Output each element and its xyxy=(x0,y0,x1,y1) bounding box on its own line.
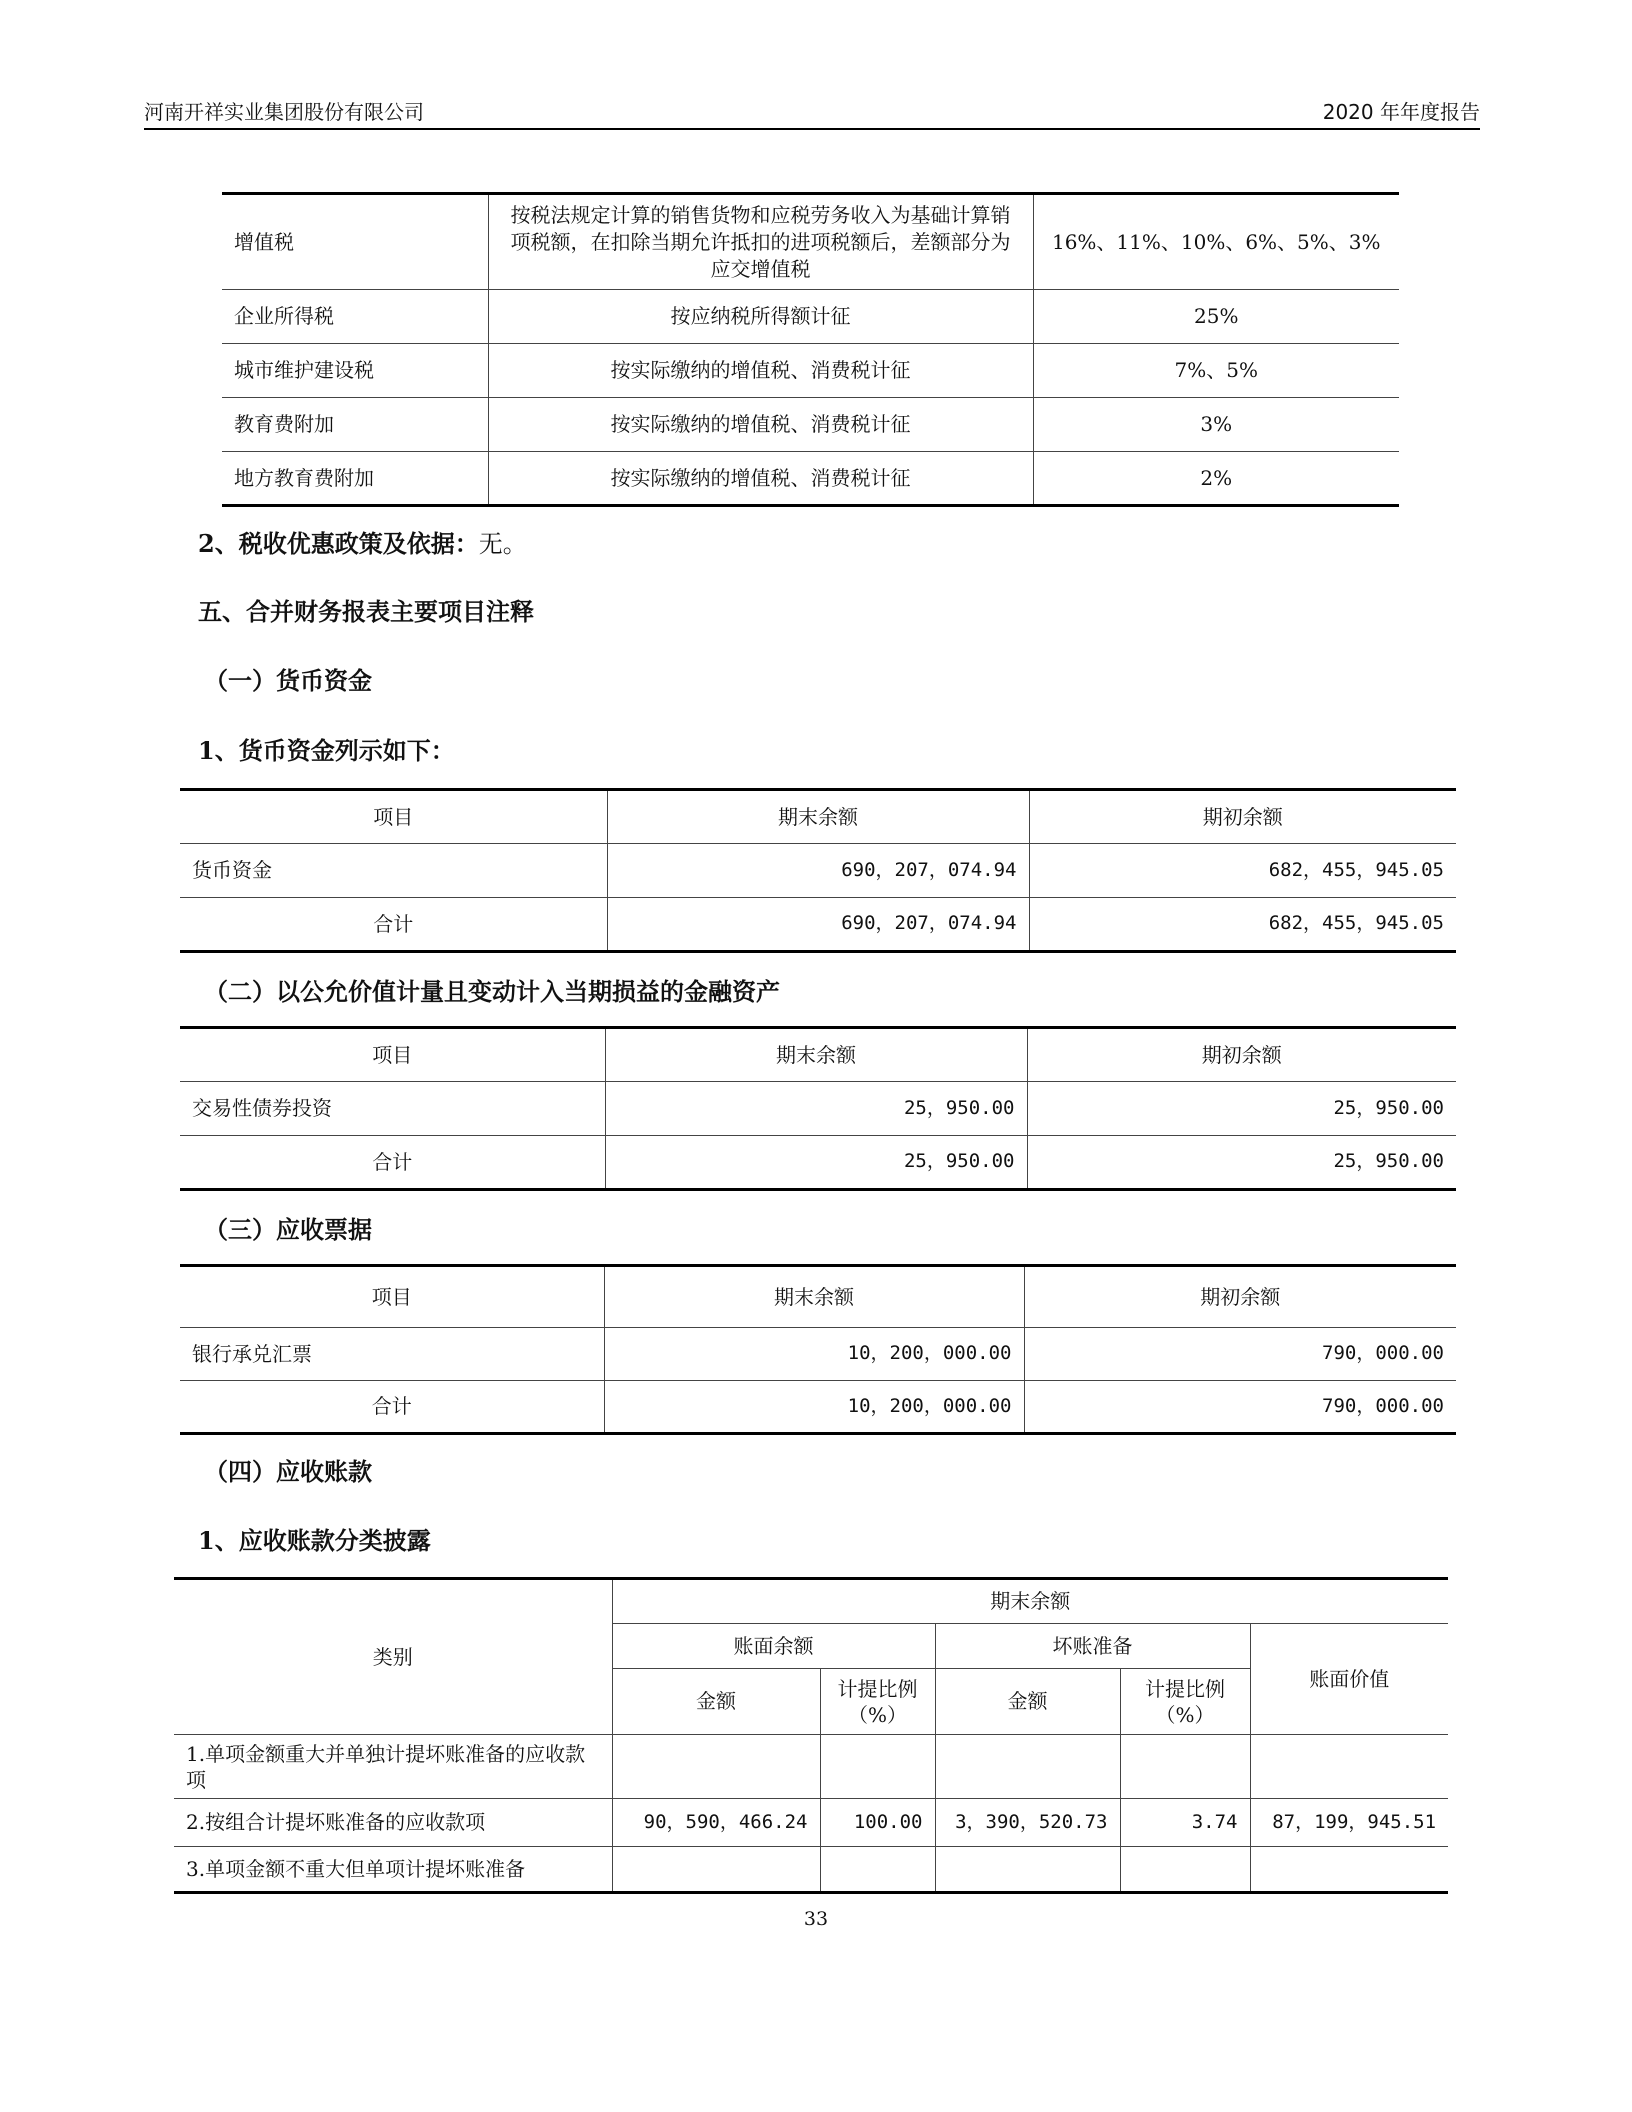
ratio-label: 计提比例 xyxy=(837,1676,918,1701)
table-row xyxy=(222,290,1399,344)
bad-debt-amount xyxy=(935,1847,1120,1893)
table-row xyxy=(174,1735,1448,1799)
begin-balance: 25，950.00 xyxy=(1027,1136,1456,1190)
col-header: 期末余额 xyxy=(607,790,1029,844)
col-header-bad-debt: 坏账准备 xyxy=(935,1624,1250,1669)
page-number: 33 xyxy=(803,1908,829,1930)
cash-subtitle: 1、货币资金列示如下： xyxy=(198,736,455,765)
tax-rate: 25% xyxy=(1033,290,1399,344)
col-header: 项目 xyxy=(180,1028,605,1082)
tax-basis: 按实际缴纳的增值税、消费税计征 xyxy=(488,452,1033,506)
tax-basis: 按税法规定计算的销售货物和应税劳务收入为基础计算销项税额，在扣除当期允许抵扣的进项税额后，差额部分为应交增值税 xyxy=(488,194,1033,290)
table-row xyxy=(180,1082,1456,1136)
row-label: 2.按组合计提坏账准备的应收款项 xyxy=(174,1799,612,1847)
col-header-book-value: 账面价值 xyxy=(1250,1624,1448,1735)
book-value xyxy=(1250,1847,1448,1893)
tax-rate-table xyxy=(222,192,1399,507)
end-balance: 25，950.00 xyxy=(605,1136,1027,1190)
end-balance: 690，207，074.94 xyxy=(607,844,1029,898)
tax-preference-value: 无。 xyxy=(478,530,527,558)
table-header-row xyxy=(174,1579,1448,1624)
book-value: 87，199，945.51 xyxy=(1250,1799,1448,1847)
col-header: 期末余额 xyxy=(605,1028,1027,1082)
row-label: 合计 xyxy=(180,1381,604,1434)
table-row xyxy=(174,1799,1448,1847)
col-header-book-balance: 账面余额 xyxy=(612,1624,935,1669)
fvtpl-table xyxy=(180,1026,1456,1191)
col-header: 期初余额 xyxy=(1024,1266,1456,1328)
end-balance: 10，200，000.00 xyxy=(604,1381,1024,1434)
col-header-end-balance: 期末余额 xyxy=(612,1579,1448,1624)
begin-balance: 682，455，945.05 xyxy=(1029,844,1456,898)
col-header: 项目 xyxy=(180,1266,604,1328)
ratio-label: 计提比例 xyxy=(1145,1676,1225,1701)
begin-balance: 682，455，945.05 xyxy=(1029,898,1456,952)
company-name: 河南开祥实业集团股份有限公司 xyxy=(144,100,424,124)
book-ratio xyxy=(820,1847,935,1893)
row-label: 货币资金 xyxy=(180,844,607,898)
table-row xyxy=(180,898,1456,952)
section-title: 五、合并财务报表主要项目注释 xyxy=(198,597,534,626)
end-balance: 25，950.00 xyxy=(605,1082,1027,1136)
row-label: 交易性债券投资 xyxy=(180,1082,605,1136)
table-row xyxy=(180,1328,1456,1381)
tax-rate: 2% xyxy=(1033,452,1399,506)
col-header: 期初余额 xyxy=(1029,790,1456,844)
col-header-category: 类别 xyxy=(174,1579,612,1735)
col-header-ratio xyxy=(1120,1669,1250,1735)
tax-name: 地方教育费附加 xyxy=(222,452,488,506)
end-balance: 690，207，074.94 xyxy=(607,898,1029,952)
tax-rate: 16%、11%、10%、6%、5%、3% xyxy=(1033,194,1399,290)
accounts-receivable-table xyxy=(174,1577,1448,1894)
end-balance: 10，200，000.00 xyxy=(604,1328,1024,1381)
row-label: 银行承兑汇票 xyxy=(180,1328,604,1381)
book-amount xyxy=(612,1735,820,1799)
row-label: 1.单项金额重大并单独计提坏账准备的应收款项 xyxy=(174,1735,612,1799)
begin-balance: 790，000.00 xyxy=(1024,1381,1456,1434)
bad-debt-amount: 3，390，520.73 xyxy=(935,1799,1120,1847)
col-header-ratio xyxy=(820,1669,935,1735)
tax-basis: 按实际缴纳的增值税、消费税计征 xyxy=(488,398,1033,452)
bad-debt-amount xyxy=(935,1735,1120,1799)
row-label: 合计 xyxy=(180,1136,605,1190)
page-header xyxy=(144,96,1480,130)
table-row xyxy=(180,1136,1456,1190)
col-header: 期初余额 xyxy=(1027,1028,1456,1082)
tax-name: 增值税 xyxy=(222,194,488,290)
book-value xyxy=(1250,1735,1448,1799)
row-label: 合计 xyxy=(180,898,607,952)
cash-section-heading: （一）货币资金 xyxy=(204,666,372,695)
tax-name: 教育费附加 xyxy=(222,398,488,452)
tax-name: 企业所得税 xyxy=(222,290,488,344)
tax-name: 城市维护建设税 xyxy=(222,344,488,398)
table-row xyxy=(222,344,1399,398)
tax-rate: 3% xyxy=(1033,398,1399,452)
book-amount xyxy=(612,1847,820,1893)
table-row xyxy=(180,1381,1456,1434)
tax-basis: 按实际缴纳的增值税、消费税计征 xyxy=(488,344,1033,398)
begin-balance: 790，000.00 xyxy=(1024,1328,1456,1381)
pct-label: （%） xyxy=(1155,1702,1215,1727)
table-row xyxy=(222,194,1399,290)
table-header-row xyxy=(180,790,1456,844)
bad-debt-ratio xyxy=(1120,1735,1250,1799)
row-label: 3.单项金额不重大但单项计提坏账准备 xyxy=(174,1847,612,1893)
book-ratio xyxy=(820,1735,935,1799)
table-row xyxy=(180,844,1456,898)
bad-debt-ratio xyxy=(1120,1847,1250,1893)
notes-receivable-table xyxy=(180,1264,1456,1435)
table-header-row xyxy=(180,1028,1456,1082)
col-header: 期末余额 xyxy=(604,1266,1024,1328)
bad-debt-ratio: 3.74 xyxy=(1120,1799,1250,1847)
table-row xyxy=(222,452,1399,506)
col-header: 项目 xyxy=(180,790,607,844)
fvtpl-section-heading: （二）以公允价值计量且变动计入当期损益的金融资产 xyxy=(204,977,780,1006)
col-header-amount: 金额 xyxy=(612,1669,820,1735)
tax-preference xyxy=(198,524,527,559)
table-row xyxy=(174,1847,1448,1893)
table-header-row xyxy=(180,1266,1456,1328)
tax-rate: 7%、5% xyxy=(1033,344,1399,398)
ar-section-heading: （四）应收账款 xyxy=(204,1457,372,1486)
tax-preference-label: 2、税收优惠政策及依据： xyxy=(198,529,479,558)
col-header-amount: 金额 xyxy=(935,1669,1120,1735)
tax-basis: 按应纳税所得额计征 xyxy=(488,290,1033,344)
begin-balance: 25，950.00 xyxy=(1027,1082,1456,1136)
ar-subtitle: 1、应收账款分类披露 xyxy=(198,1526,431,1555)
table-row xyxy=(222,398,1399,452)
pct-label: （%） xyxy=(847,1702,907,1727)
book-amount: 90，590，466.24 xyxy=(612,1799,820,1847)
cash-table xyxy=(180,788,1456,953)
report-title: 2020 年年度报告 xyxy=(1322,100,1480,124)
notes-section-heading: （三）应收票据 xyxy=(204,1215,372,1244)
book-ratio: 100.00 xyxy=(820,1799,935,1847)
